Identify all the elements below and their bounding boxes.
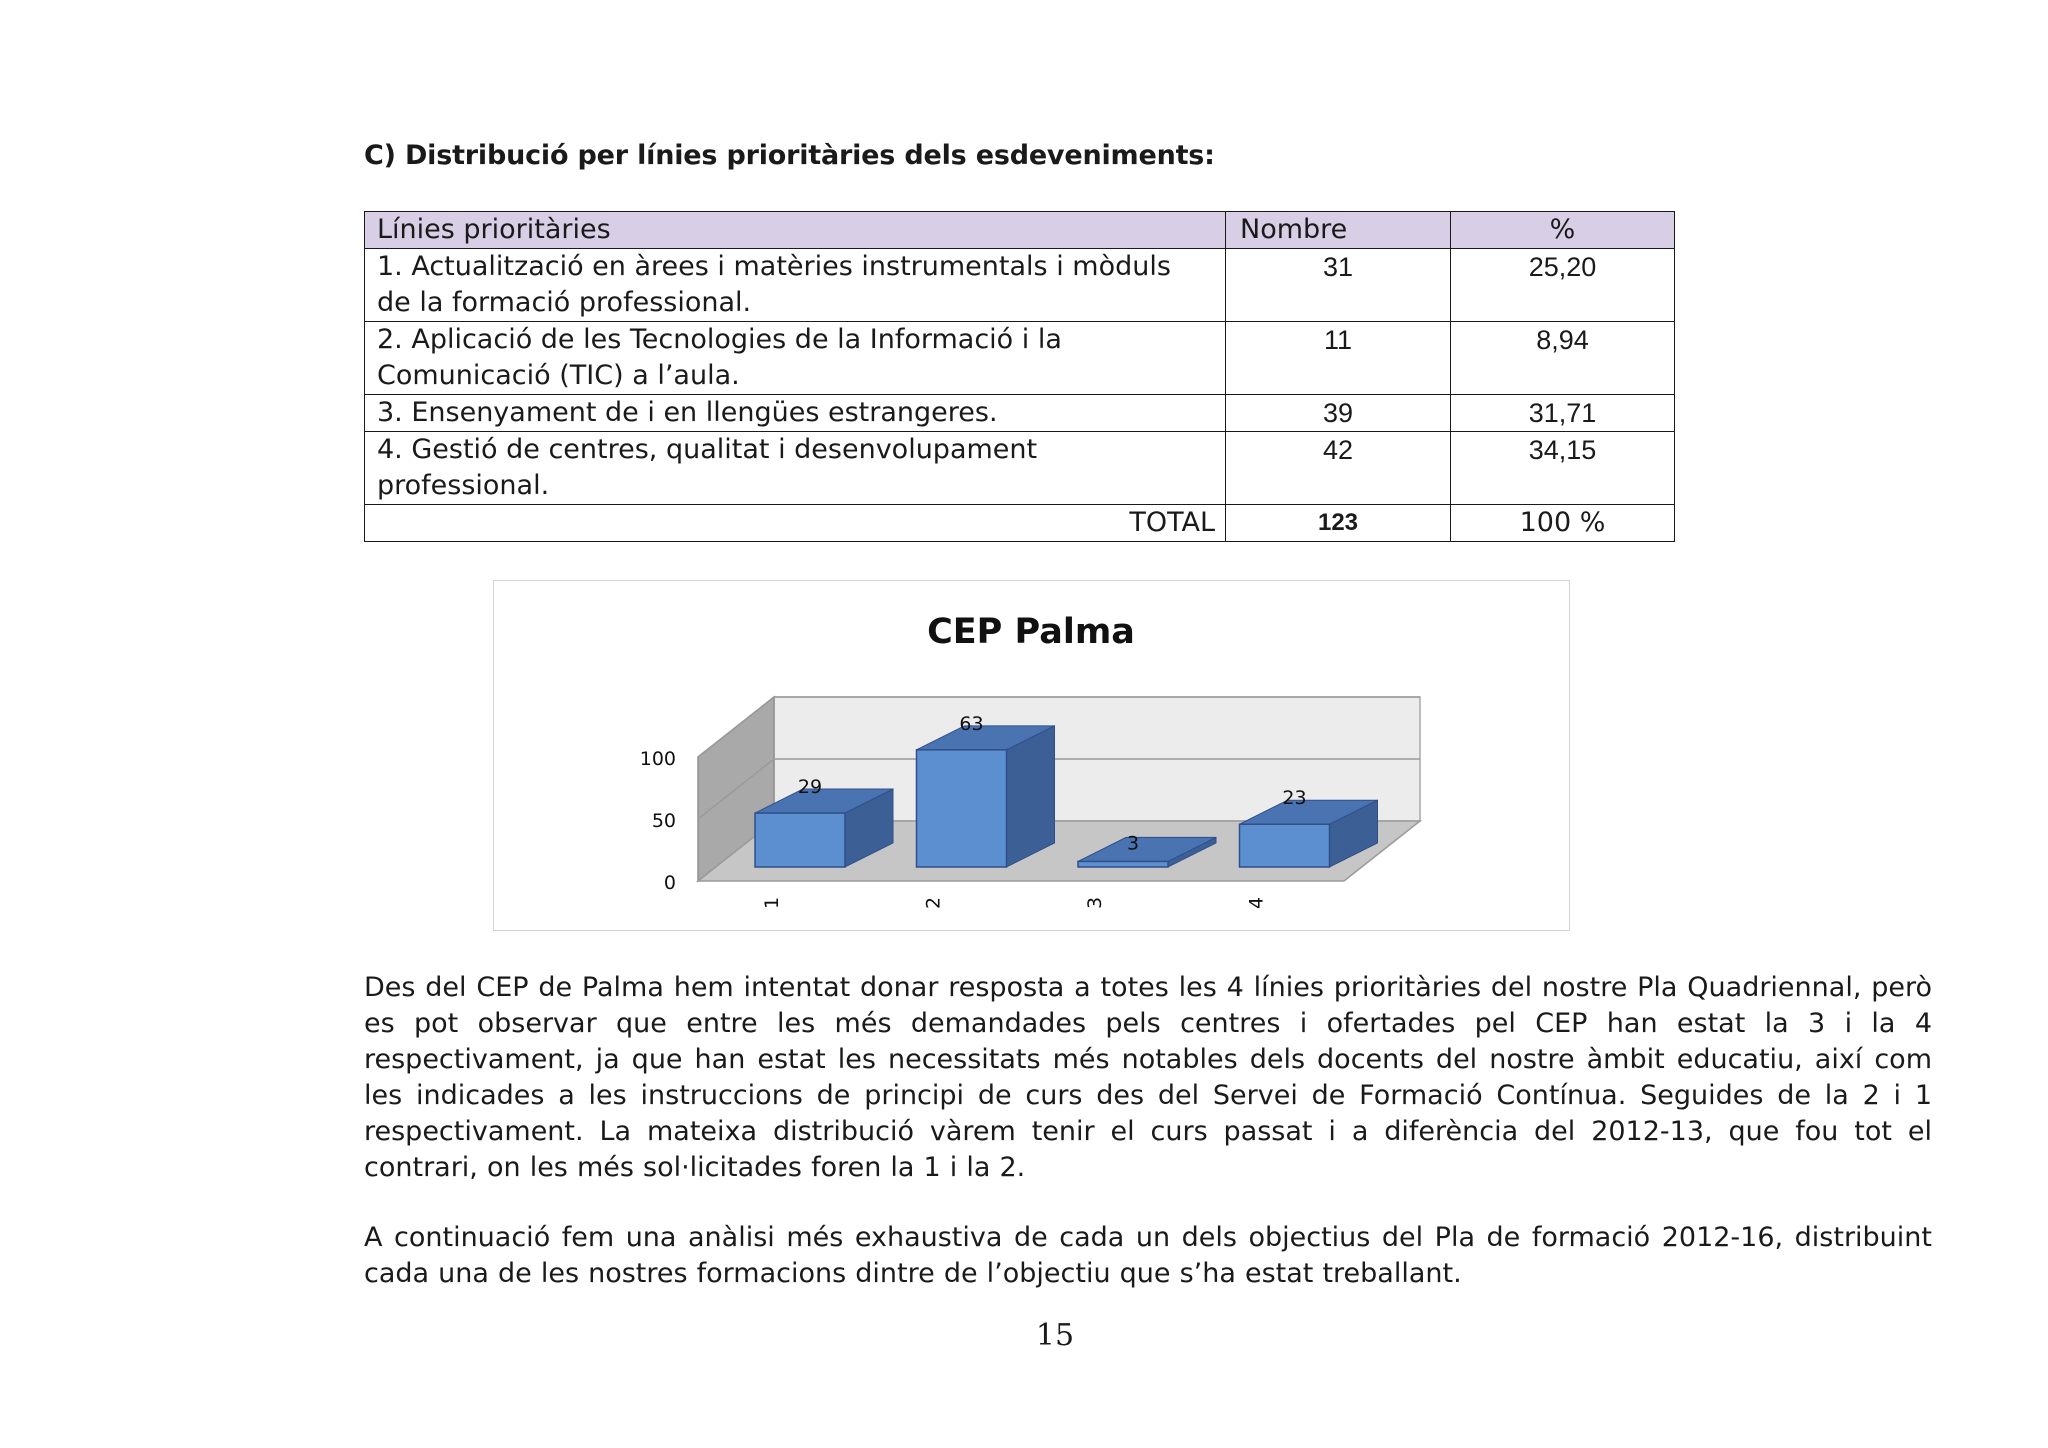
table-header-row (365, 212, 1675, 249)
body-paragraph-1: Des del CEP de Palma hem intentat donar resposta a totes les 4 línies prioritàries del nostre Pla Quadriennal, però es pot observar que entre les més demandades pels centres i ofertades pel CEP han estat la 3 i la 4 respectivament, ja que han estat les necessitats més notables dels docents del nostre àmbit educatiu, així com les indicades a les instruccions de principi de curs des del Servei de Formació Contínua. Seguides de la 2 i 1 respectivament. La mateixa distribució vàrem tenir el curs passat i a diferència del 2012-13, que fou tot el contrari, on les més sol·licitades foren la 1 i la 2. (364, 972, 1932, 1183)
row-count: 39 (1226, 395, 1451, 432)
bar-front (755, 813, 845, 867)
x-tick-label: 1 (761, 896, 783, 910)
section-heading: C) Distribució per línies prioritàries dels esdeveniments: (364, 140, 1215, 171)
header-percent: % (1451, 212, 1675, 249)
data-label: 29 (797, 776, 823, 799)
bar-chart (493, 580, 1570, 931)
x-axis-ticks (761, 897, 1268, 909)
data-label: 3 (1126, 832, 1140, 855)
row-percent: 34,15 (1451, 432, 1675, 505)
x-tick-label: 3 (1084, 896, 1106, 910)
row-count: 42 (1226, 432, 1451, 505)
row-percent: 25,20 (1451, 249, 1675, 322)
row-label: 2. Aplicació de les Tecnologies de la Informació i la Comunicació (TIC) a l’aula. (365, 322, 1226, 395)
total-percent: 100 % (1451, 505, 1675, 542)
row-count: 31 (1226, 249, 1451, 322)
total-label: TOTAL (365, 505, 1226, 542)
bar (917, 726, 1055, 867)
table-row (365, 432, 1675, 505)
body-paragraph-2: A continuació fem una anàlisi més exhaustiva de cada un dels objectius del Pla de formació 2012-16, distribuint cada una de les nostres formacions dintre de l’objectiu que s’ha estat treballant. (364, 1222, 1932, 1289)
chart-canvas (494, 581, 1569, 930)
bar-side (1007, 726, 1055, 867)
bar-front (917, 750, 1007, 867)
y-tick-label: 0 (663, 872, 676, 894)
chart-title: CEP Palma (927, 612, 1135, 652)
row-label: 3. Ensenyament de i en llengües estrangeres. (365, 395, 1226, 432)
total-count: 123 (1226, 505, 1451, 542)
table-row (365, 395, 1675, 432)
row-percent: 31,71 (1451, 395, 1675, 432)
y-axis-ticks (640, 748, 676, 894)
y-tick-label: 100 (639, 748, 676, 770)
table-total-row (365, 505, 1675, 542)
x-tick-label: 4 (1245, 896, 1268, 910)
priority-lines-table (364, 211, 1675, 542)
row-label: 1. Actualització en àrees i matèries instrumentals i mòduls de la formació professional. (365, 249, 1226, 322)
y-tick-label: 50 (651, 810, 676, 832)
row-percent: 8,94 (1451, 322, 1675, 395)
header-count: Nombre (1226, 212, 1451, 249)
bar-front (1078, 861, 1168, 867)
table-row (365, 249, 1675, 322)
data-label: 63 (959, 712, 984, 735)
page-number: 15 (1035, 1318, 1075, 1353)
table-row (365, 322, 1675, 395)
row-count: 11 (1226, 322, 1451, 395)
bar-front (1240, 824, 1330, 867)
header-lines: Línies prioritàries (365, 212, 1226, 249)
row-label: 4. Gestió de centres, qualitat i desenvolupament professional. (365, 432, 1226, 505)
data-label: 23 (1282, 787, 1307, 810)
x-tick-label: 2 (922, 896, 945, 910)
